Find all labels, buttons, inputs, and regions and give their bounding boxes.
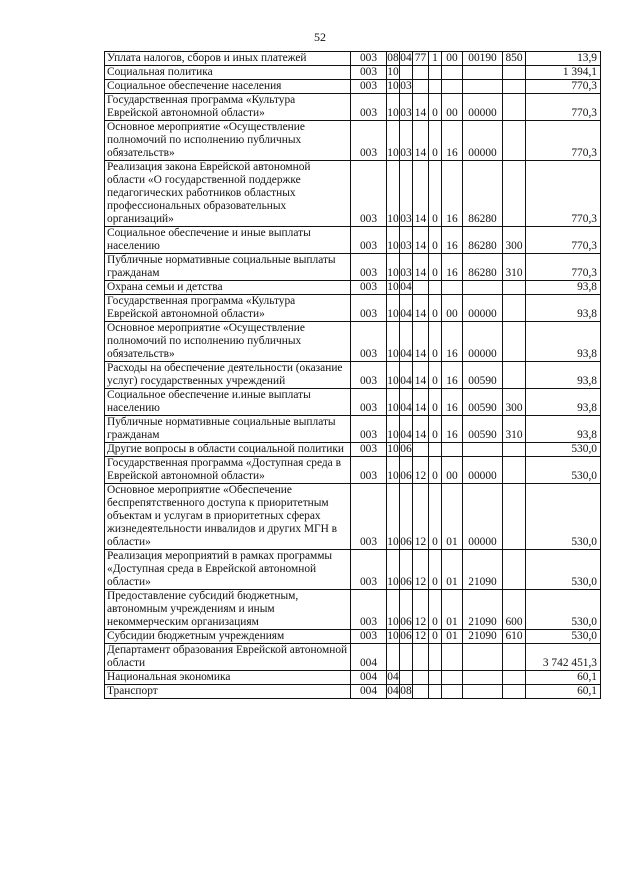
expense-type-code-cell [503,671,526,685]
section-code-cell: 10 [387,94,400,121]
program-code-cell: 14 [413,121,429,161]
department-code-cell: 003 [351,443,387,457]
expense-type-code-cell [503,94,526,121]
table-row [105,389,601,416]
expense-type-code-cell: 300 [503,227,526,254]
direction-code-cell [463,671,503,685]
item-name-cell: Основное мероприятие «Осуществление полномочий по исполнению публичных обязательств» [105,322,351,362]
subprogram-code-cell [429,685,442,699]
activity-code-cell [442,443,463,457]
subsection-code-cell: 06 [400,443,412,455]
activity-code-cell: 16 [442,227,463,254]
department-code-cell: 003 [351,254,387,281]
section-code-cell: 10 [387,484,400,550]
table-row [105,457,601,484]
item-name-cell: Основное мероприятие «Осуществление полномочий по исполнению публичных обязательств» [105,121,351,161]
subsection-code-cell: 04 [400,295,413,322]
direction-code-cell [463,66,503,80]
section-code-cell: 10 [387,416,400,443]
subprogram-code-cell: 0 [429,121,442,161]
table-row [105,671,601,685]
amount-cell: 530,0 [526,630,601,644]
subsection-code-cell: 03 [400,80,412,92]
table-row [105,550,601,590]
item-name-cell: Реализация мероприятий в рамках программы «Доступная среда в Еврейской автономной области» [105,550,351,590]
department-code-cell: 004 [351,685,387,699]
expense-type-code-cell [503,484,526,550]
department-code-cell: 003 [351,389,387,416]
amount-cell: 770,3 [526,94,601,121]
activity-code-cell: 00 [442,295,463,322]
table-row [105,80,601,94]
department-code-cell: 003 [351,161,387,227]
amount-cell: 93,8 [526,362,601,389]
subsection-code-cell: 08 [400,685,412,697]
expense-type-code-cell [503,362,526,389]
activity-code-cell: 16 [442,254,463,281]
table-row [105,281,601,295]
direction-code-cell: 00590 [463,389,503,416]
subsection-code-cell: 03 [400,121,413,161]
table-row [105,443,601,457]
subsection-code-cell: 06 [400,630,412,642]
subsection-code-cell: 06 [400,457,413,484]
table-row [105,227,601,254]
item-name-cell: Департамент образования Еврейской автономной области [105,644,351,671]
subsection-code-cell: 04 [400,416,413,443]
subsection-code-cell: 04 [400,322,413,362]
table-row [105,121,601,161]
table-row [105,590,601,630]
amount-cell: 530,0 [526,443,601,457]
direction-code-cell [463,281,503,295]
direction-code-cell: 00000 [463,94,503,121]
section-code-cell: 08 [387,52,399,64]
expense-type-code-cell [503,161,526,227]
expense-type-code-cell [503,550,526,590]
amount-cell: 530,0 [526,550,601,590]
direction-code-cell: 86280 [463,254,503,281]
subprogram-code-cell: 0 [429,590,442,630]
department-code-cell: 003 [351,590,387,630]
program-code-cell: 12 [413,484,429,550]
subprogram-code-cell: 0 [429,630,442,644]
section-code-cell: 10 [387,80,399,92]
activity-code-cell [442,281,463,295]
expense-type-code-cell [503,457,526,484]
activity-code-cell: 16 [442,161,463,227]
section-code-cell: 10 [387,362,400,389]
subprogram-code-cell [429,443,442,457]
activity-code-cell [442,80,463,94]
subsection-code-cell: 06 [400,550,413,590]
item-name-cell: Публичные нормативные социальные выплаты гражданам [105,416,351,443]
section-code-cell: 10 [387,630,399,642]
item-name-cell: Национальная экономика [105,671,351,685]
table-row [105,161,601,227]
direction-code-cell: 00590 [463,362,503,389]
item-name-cell: Социальное обеспечение и.иные выплаты населению [105,389,351,416]
expense-type-code-cell: 610 [503,630,526,644]
amount-cell: 770,3 [526,254,601,281]
amount-cell: 60,1 [526,685,601,699]
item-name-cell: Реализация закона Еврейской автономной области «О государственной поддержке педагогических работников областных профессиональных образовательных организаций» [105,161,351,227]
program-code-cell [413,644,429,671]
subsection-code-cell: 03 [400,227,413,254]
department-code-cell: 003 [351,94,387,121]
table-row [105,484,601,550]
department-code-cell: 004 [351,671,387,685]
subprogram-code-cell: 1 [429,52,442,66]
section-code-cell: 10 [387,295,400,322]
expense-type-code-cell [503,66,526,80]
item-name-cell: Социальное обеспечение населения [105,80,351,94]
amount-cell: 60,1 [526,671,601,685]
direction-code-cell: 00190 [463,52,503,66]
activity-code-cell: 00 [442,94,463,121]
item-name-cell: Социальное обеспечение и иные выплаты населению [105,227,351,254]
amount-cell: 93,8 [526,281,601,295]
amount-cell: 530,0 [526,457,601,484]
activity-code-cell [442,66,463,80]
subprogram-code-cell: 0 [429,322,442,362]
section-code-cell: 10 [387,550,400,590]
direction-code-cell: 86280 [463,161,503,227]
subprogram-code-cell: 0 [429,389,442,416]
item-name-cell: Другие вопросы в области социальной политики [105,443,351,457]
department-code-cell: 003 [351,484,387,550]
expense-type-code-cell: 300 [503,389,526,416]
direction-code-cell: 00000 [463,484,503,550]
budget-table [104,51,601,699]
department-code-cell: 003 [351,281,387,295]
item-name-cell: Предоставление субсидий бюджетным, автономным учреждениям и иным некоммерческим организациям [105,590,351,630]
activity-code-cell [442,685,463,699]
direction-code-cell: 00000 [463,121,503,161]
item-name-cell: Субсидии бюджетным учреждениям [105,630,351,644]
activity-code-cell: 16 [442,121,463,161]
amount-cell: 1 394,1 [526,66,601,80]
amount-cell: 770,3 [526,161,601,227]
program-code-cell: 14 [413,161,429,227]
subprogram-code-cell: 0 [429,227,442,254]
program-code-cell [413,671,429,685]
item-name-cell: Государственная программа «Культура Еврейской автономной области» [105,295,351,322]
direction-code-cell: 21090 [463,590,503,630]
item-name-cell: Транспорт [105,685,351,699]
program-code-cell [413,80,429,94]
section-code-cell: 10 [387,590,400,630]
subprogram-code-cell: 0 [429,362,442,389]
subprogram-code-cell: 0 [429,484,442,550]
subsection-code-cell: 04 [400,281,412,293]
department-code-cell: 004 [351,644,387,671]
activity-code-cell: 16 [442,416,463,443]
direction-code-cell [463,644,503,671]
subsection-code-cell [400,66,413,80]
amount-cell: 770,3 [526,80,601,94]
item-name-cell: Расходы на обеспечение деятельности (оказание услуг) государственных учреждений [105,362,351,389]
section-code-cell: 10 [387,227,400,254]
subsection-code-cell: 06 [400,484,413,550]
expense-type-code-cell [503,295,526,322]
expense-type-code-cell: 310 [503,254,526,281]
amount-cell: 93,8 [526,322,601,362]
department-code-cell: 003 [351,362,387,389]
section-code-cell: 04 [387,685,399,697]
program-code-cell: 14 [413,362,429,389]
direction-code-cell [463,443,503,457]
subsection-code-cell: 06 [400,590,413,630]
activity-code-cell: 01 [442,590,463,630]
section-code-cell [387,644,400,671]
section-code-cell: 04 [387,671,399,683]
section-code-cell: 10 [387,457,400,484]
amount-cell: 93,8 [526,416,601,443]
amount-cell: 530,0 [526,590,601,630]
direction-code-cell: 00000 [463,457,503,484]
department-code-cell: 003 [351,457,387,484]
table-row [105,94,601,121]
subprogram-code-cell [429,671,442,685]
activity-code-cell: 01 [442,630,463,644]
amount-cell: 13,9 [526,52,601,66]
direction-code-cell: 00000 [463,295,503,322]
program-code-cell: 12 [413,550,429,590]
subsection-code-cell: 04 [400,52,412,64]
item-name-cell: Уплата налогов, сборов и иных платежей [105,52,351,66]
program-code-cell: 14 [413,322,429,362]
expense-type-code-cell [503,644,526,671]
department-code-cell: 003 [351,66,387,80]
department-code-cell: 003 [351,322,387,362]
activity-code-cell: 01 [442,550,463,590]
program-code-cell: 14 [413,94,429,121]
section-code-cell: 10 [387,322,400,362]
program-code-cell: 14 [413,416,429,443]
subprogram-code-cell: 0 [429,161,442,227]
subprogram-code-cell: 0 [429,416,442,443]
direction-code-cell [463,685,503,699]
program-code-cell: 12 [413,457,429,484]
subprogram-code-cell: 0 [429,295,442,322]
direction-code-cell: 00590 [463,416,503,443]
amount-cell: 770,3 [526,121,601,161]
program-code-cell [413,281,429,295]
program-code-cell: 14 [413,254,429,281]
program-code-cell: 14 [413,227,429,254]
subsection-code-cell: 04 [400,362,413,389]
program-code-cell: 77 [413,52,429,66]
activity-code-cell: 16 [442,389,463,416]
section-code-cell: 10 [387,281,399,293]
item-name-cell: Охрана семьи и детства [105,281,351,295]
table-row [105,66,601,80]
amount-cell: 770,3 [526,227,601,254]
subsection-code-cell: 03 [400,254,413,281]
subprogram-code-cell: 0 [429,94,442,121]
item-name-cell: Государственная программа «Культура Еврейской автономной области» [105,94,351,121]
department-code-cell: 003 [351,295,387,322]
amount-cell: 93,8 [526,389,601,416]
subsection-code-cell: 04 [400,389,413,416]
expense-type-code-cell [503,443,526,457]
expense-type-code-cell [503,685,526,699]
direction-code-cell [463,80,503,94]
department-code-cell: 003 [351,52,387,66]
section-code-cell: 10 [387,66,399,78]
table-row [105,416,601,443]
subprogram-code-cell: 0 [429,254,442,281]
subsection-code-cell: 03 [400,94,413,121]
subprogram-code-cell: 0 [429,550,442,590]
direction-code-cell: 00000 [463,322,503,362]
activity-code-cell: 00 [442,457,463,484]
program-code-cell [413,685,429,699]
table-row [105,52,601,66]
expense-type-code-cell [503,281,526,295]
department-code-cell: 003 [351,227,387,254]
table-row [105,630,601,644]
program-code-cell: 14 [413,295,429,322]
amount-cell: 93,8 [526,295,601,322]
program-code-cell [413,66,429,80]
subsection-code-cell: 03 [400,161,413,227]
section-code-cell: 10 [387,254,400,281]
item-name-cell: Публичные нормативные социальные выплаты гражданам [105,254,351,281]
table-row [105,685,601,699]
direction-code-cell: 21090 [463,550,503,590]
activity-code-cell: 16 [442,362,463,389]
subsection-code-cell [400,671,413,685]
activity-code-cell [442,671,463,685]
table-row [105,644,601,671]
program-code-cell [413,443,429,457]
table-row [105,254,601,281]
section-code-cell: 10 [387,389,400,416]
activity-code-cell: 00 [442,52,463,66]
program-code-cell: 12 [413,630,429,644]
subprogram-code-cell: 0 [429,457,442,484]
amount-cell: 530,0 [526,484,601,550]
expense-type-code-cell [503,80,526,94]
expense-type-code-cell: 600 [503,590,526,630]
item-name-cell: Государственная программа «Доступная среда в Еврейской автономной области» [105,457,351,484]
subprogram-code-cell [429,80,442,94]
direction-code-cell: 21090 [463,630,503,644]
activity-code-cell [442,644,463,671]
expense-type-code-cell: 310 [503,416,526,443]
table-row [105,295,601,322]
amount-cell: 3 742 451,3 [526,644,601,671]
item-name-cell: Социальная политика [105,66,351,80]
subsection-code-cell [400,644,413,671]
section-code-cell: 10 [387,161,400,227]
department-code-cell: 003 [351,80,387,94]
activity-code-cell: 01 [442,484,463,550]
expense-type-code-cell [503,322,526,362]
program-code-cell: 14 [413,389,429,416]
activity-code-cell: 16 [442,322,463,362]
direction-code-cell: 86280 [463,227,503,254]
table-row [105,322,601,362]
program-code-cell: 12 [413,590,429,630]
department-code-cell: 003 [351,121,387,161]
department-code-cell: 003 [351,416,387,443]
department-code-cell: 003 [351,630,387,644]
table-row [105,362,601,389]
subprogram-code-cell [429,281,442,295]
section-code-cell: 10 [387,443,399,455]
subprogram-code-cell [429,644,442,671]
item-name-cell: Основное мероприятие «Обеспечение беспрепятственного доступа к приоритетным объектам и услугам в приоритетных сферах жизнедеятельности инвалидов и других МГН в области» [105,484,351,550]
section-code-cell: 10 [387,121,400,161]
page-number: 52 [314,30,326,44]
department-code-cell: 003 [351,550,387,590]
subprogram-code-cell [429,66,442,80]
expense-type-code-cell [503,121,526,161]
expense-type-code-cell: 850 [503,52,526,66]
